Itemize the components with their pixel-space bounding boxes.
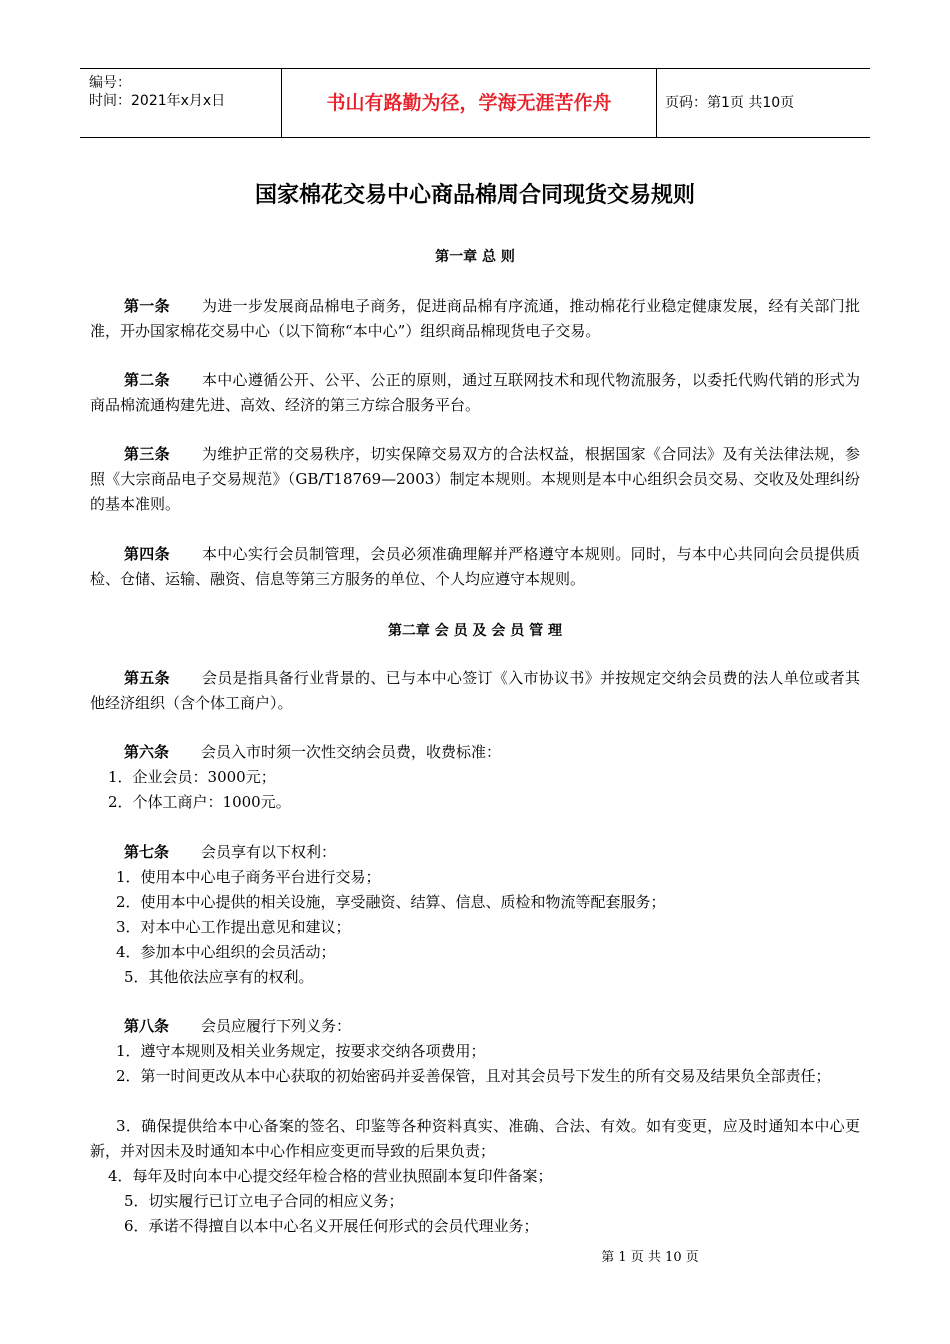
article-5-text: 会员是指具备行业背景的、已与本中心签订《入市协议书》并按规定交纳会员费的法人单位或者其他经济组织（含个体工商户）。 — [90, 669, 860, 712]
page-header — [80, 68, 870, 138]
article-8-item: 5．切实履行已订立电子合同的相应义务； — [124, 1192, 404, 1210]
article-2 — [90, 368, 860, 418]
chapter-1-heading: 第一章 总 则 — [435, 249, 515, 265]
document-title: 国家棉花交易中心商品棉周合同现货交易规则 — [254, 183, 695, 208]
article-3-text: 为维护正常的交易秩序，切实保障交易双方的合法权益，根据国家《合同法》及有关法律法规，参照《大宗商品电子交易规范》（GB/T18769—2003）制定本规则。本规则是本中心组织会员交易、交收及处理纠纷的基本准则。 — [90, 445, 860, 513]
article-7-item: 2．使用本中心提供的相关设施，享受融资、结算、信息、质检和物流等配套服务； — [116, 893, 666, 911]
chapter-2-heading: 第二章 会 员 及 会 员 管 理 — [387, 623, 563, 639]
article-8 — [90, 1014, 860, 1039]
article-7-item: 4．参加本中心组织的会员活动； — [116, 943, 336, 961]
article-8-label: 第八条 — [124, 1017, 170, 1035]
article-3 — [90, 442, 860, 517]
article-6 — [90, 740, 860, 765]
article-7-text: 会员享有以下权利： — [201, 843, 337, 861]
article-7-item: 3．对本中心工作提出意见和建议； — [116, 918, 351, 936]
page-footer: 第 1 页 共 10 页 — [601, 1250, 699, 1265]
article-6-item: 1．企业会员：3000元； — [108, 768, 276, 786]
article-8-item: 1．遵守本规则及相关业务规定，按要求交纳各项费用； — [116, 1042, 486, 1060]
article-8-text: 会员应履行下列义务： — [201, 1017, 352, 1035]
header-page-info: 页码：第1页 共10页 — [665, 95, 795, 111]
article-4-text: 本中心实行会员制管理，会员必须准确理解并严格遵守本规则。同时，与本中心共同向会员提供质检、仓储、运输、融资、信息等第三方服务的单位、个人均应遵守本规则。 — [90, 545, 860, 588]
article-8-item: 4．每年及时向本中心提交经年检合格的营业执照副本复印件备案； — [108, 1167, 553, 1185]
article-6-label: 第六条 — [124, 743, 170, 761]
article-2-label: 第二条 — [124, 371, 170, 389]
article-8-item: 3．确保提供给本中心备案的签名、印鉴等各种资料真实、准确、合法、有效。如有变更，应及时通知本中心更新，并对因未及时通知本中心作相应变更而导致的后果负责； — [90, 1117, 860, 1160]
time-label: 时间：2021年x月x日 — [89, 93, 226, 109]
article-1 — [90, 294, 860, 344]
article-3-label: 第三条 — [124, 445, 170, 463]
article-5-label: 第五条 — [124, 669, 170, 687]
article-1-label: 第一条 — [124, 297, 170, 315]
article-1-text: 为进一步发展商品棉电子商务，促进商品棉有序流通，推动棉花行业稳定健康发展，经有关部门批准，开办国家棉花交易中心（以下简称“本中心”）组织商品棉现货电子交易。 — [90, 297, 860, 340]
article-5 — [90, 666, 860, 716]
article-8-item: 6．承诺不得擅自以本中心名义开展任何形式的会员代理业务； — [124, 1217, 539, 1235]
header-motto: 书山有路勤为径，学海无涯苦作舟 — [281, 69, 657, 137]
article-7 — [90, 840, 860, 865]
header-info-cell — [80, 69, 281, 137]
article-7-label: 第七条 — [124, 843, 170, 861]
number-label: 编号： — [89, 75, 131, 91]
article-6-text: 会员入市时须一次性交纳会员费，收费标准： — [201, 743, 502, 761]
article-2-text: 本中心遵循公开、公平、公正的原则，通过互联网技术和现代物流服务，以委托代购代销的形式为商品棉流通构建先进、高效、经济的第三方综合服务平台。 — [90, 371, 860, 414]
article-8-item: 2．第一时间更改从本中心获取的初始密码并妥善保管，且对其会员号下发生的所有交易及结果负全部责任； — [116, 1067, 831, 1085]
article-7-item: 1．使用本中心电子商务平台进行交易； — [116, 868, 381, 886]
article-4-label: 第四条 — [124, 545, 170, 563]
article-7-item: 5．其他依法应享有的权利。 — [124, 968, 314, 986]
article-4 — [90, 542, 860, 592]
article-6-item: 2．个体工商户：1000元。 — [108, 793, 291, 811]
